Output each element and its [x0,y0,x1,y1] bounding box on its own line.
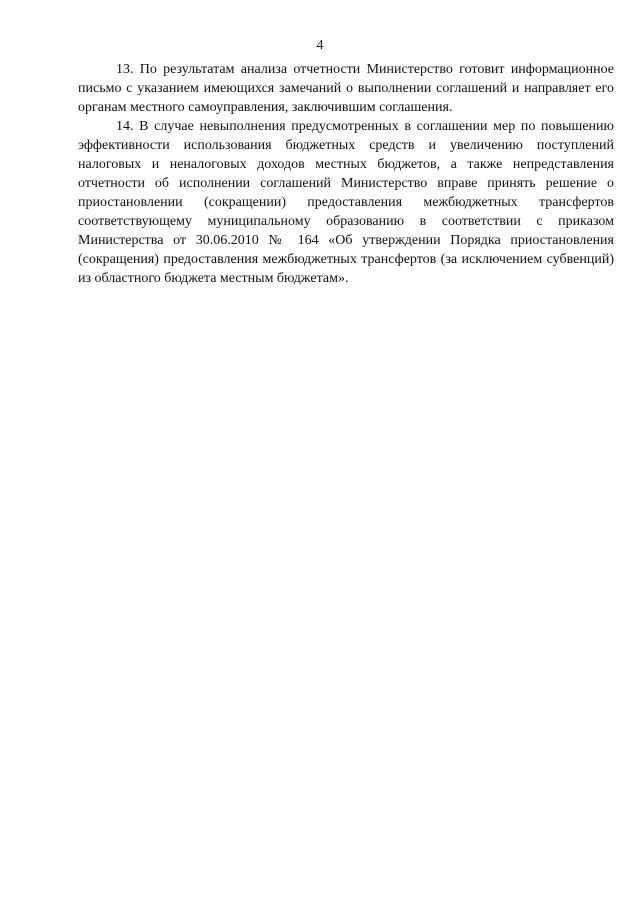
paragraph-14: 14. В случае невыполнения предусмотренных в соглашении мер по повышению эффективности использования бюджетных средств и увеличению поступлений налоговых и неналоговых доходов местных бюджетов, а также непредставления отчетности об исполнении соглашений Министерство вправе принять решение о приостановлении (сокращении) предоставления межбюджетных трансфертов соответствующему муниципальному образованию в соответствии с приказом Министерства от 30.06.2010 № 164 «Об утверждении Порядка приостановления (сокращения) предоставления межбюджетных трансфертов (за исключением субвенций) из областного бюджета местным бюджетам». [78,119,614,286]
page-number: 4 [316,38,324,53]
paragraph-13: 13. По результатам анализа отчетности Министерство готовит информационное письмо с указанием имеющихся замечаний о выполнении соглашений и направляет его органам местного самоуправления, заключившим соглашения. [78,62,614,115]
document-body [78,60,614,288]
